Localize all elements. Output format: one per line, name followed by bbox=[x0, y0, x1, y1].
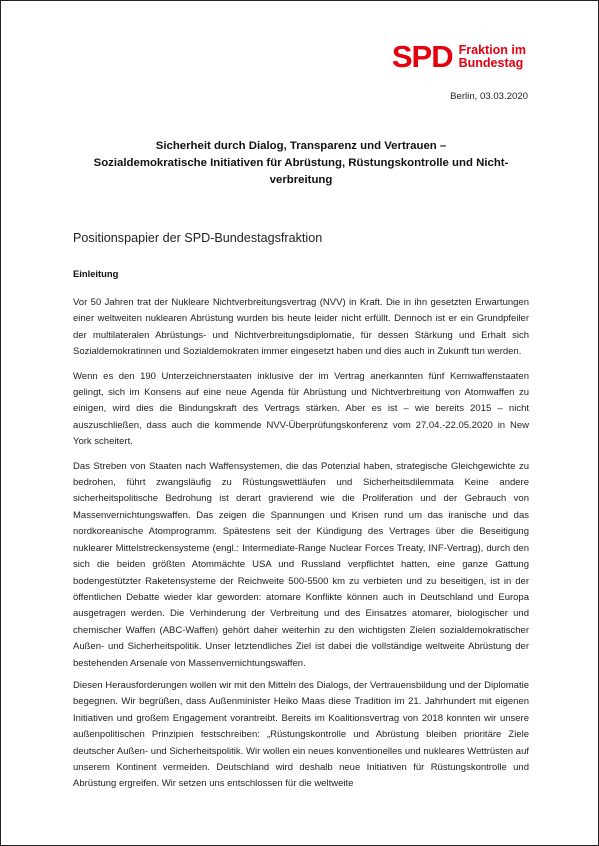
paragraph-3: Das Streben von Staaten nach Waffensystemen, die das Potenzial haben, strategische Gleichgewichte zu bedrohen, führt zwangsläufig zu Rüstungswettläufen und Sicherheitsdilemmata Keine andere sicherheitspolitische Bedrohung ist derart gravierend wie die Proliferation und der Gebrauch von Massenvernichtungswaffen. Das zeigen die Spannungen und Krisen rund um das iranische und das nordkoreanische Atomprogramm. Spätestens seit der Kündigung des Vertrages über die Beseitigung nuklearer Mittelstreckensysteme (engl.: Intermediate-Range Nuclear Forces Treaty, INF-Vertrag), durch den sich die beiden größten Atommächte USA und Russland verpflichtet hatten, eine ganze Gattung bodengestützter Raketensysteme der Reichweite 500-5500 km zu verbieten und zu beseitigen, ist in der öffentlichen Debatte wieder klar geworden: atomare Konflikte können auch in Deutschland und Europa ausgetragen werden. Die Verhinderung der Verbreitung und des Einsatzes atomarer, biologischer und chemischer Waffen (ABC-Waffen) gehört daher weiterhin zu den wichtigsten Zielen sozialdemokratischer Außen- und Sicherheitspolitik. Unser letztendliches Ziel ist dabei die vollständige weltweite Abrüstung der bestehenden Arsenale von Massenvernichtungswaffen. bbox=[73, 460, 529, 669]
logo-line-2: Bundestag bbox=[458, 55, 524, 70]
title-line-3: verbreitung bbox=[269, 174, 333, 186]
document-subtitle: Positionspapier der SPD-Bundestagsfraktion bbox=[73, 231, 323, 245]
logo-subtitle bbox=[459, 44, 526, 70]
document-date: Berlin, 03.03.2020 bbox=[450, 91, 528, 102]
logo-line-1: Fraktion im bbox=[458, 42, 526, 57]
document-body bbox=[73, 295, 529, 801]
paragraph-1: Vor 50 Jahren trat der Nukleare Nichtverbreitungsvertrag (NVV) in Kraft. Die in ihn gesetzten Erwartungen einer weltweiten nuklearen Abrüstung wurden bis heute leider nicht erfüllt. Dennoch ist er ein Grundpfeiler der multilateralen Abrüstungs- und Nichtverbreitungsdiplomatie, für dessen Stärkung und Erhalt sich Sozialdemokratinnen und Sozialdemokraten immer eingesetzt haben und dies auch in Zukunft tun werden. bbox=[73, 297, 529, 358]
paragraph-2: Wenn es den 190 Unterzeichnerstaaten inklusive der im Vertrag anerkannten fünf Kernwaffenstaaten gelingt, sich im Konsens auf eine neue Agenda für Abrüstung und Nichtverbreitung von Atomwaffen zu einigen, wird dies die Bindungskraft des Vertrags stärken. Aber es ist – wie bereits 2015 – nicht auszuschließen, dass auch die kommende NVV-Überprüfungskonferenz vom 27.04.-22.05.2020 in New York scheitert. bbox=[73, 370, 529, 448]
title-line-2: Sozialdemokratische Initiativen für Abrüstung, Rüstungskontrolle und Nicht- bbox=[93, 157, 509, 169]
spd-logo bbox=[392, 41, 526, 72]
title-line-1: Sicherheit durch Dialog, Transparenz und Vertrauen – bbox=[155, 140, 447, 152]
logo-mark: SPD bbox=[391, 39, 453, 74]
document-title bbox=[73, 138, 529, 189]
section-heading: Einleitung bbox=[73, 268, 119, 279]
paragraph-4: Diesen Herausforderungen wollen wir mit den Mitteln des Dialogs, der Vertrauensbildung und der Diplomatie begegnen. Wir begrüßen, dass Außenminister Heiko Maas diese Tradition im 21. Jahrhundert mit eigenen Initiativen und großem Engagement vorantreibt. Bereits im Koalitionsvertrag von 2018 konnten wir unsere außenpolitischen Prinzipien festschreiben: „Rüstungskontrolle und Abrüstung bleiben prioritäre Ziele deutscher Außen- und Sicherheitspolitik. Wir wollen ein neues konventionelles und nukleares Wettrüsten auf unserem Kontinent vermeiden. Deutschland wird deshalb neue Initiativen für Rüstungskontrolle und Abrüstung ergreifen. Wir setzen uns entschlossen für die weltweite bbox=[73, 679, 529, 790]
